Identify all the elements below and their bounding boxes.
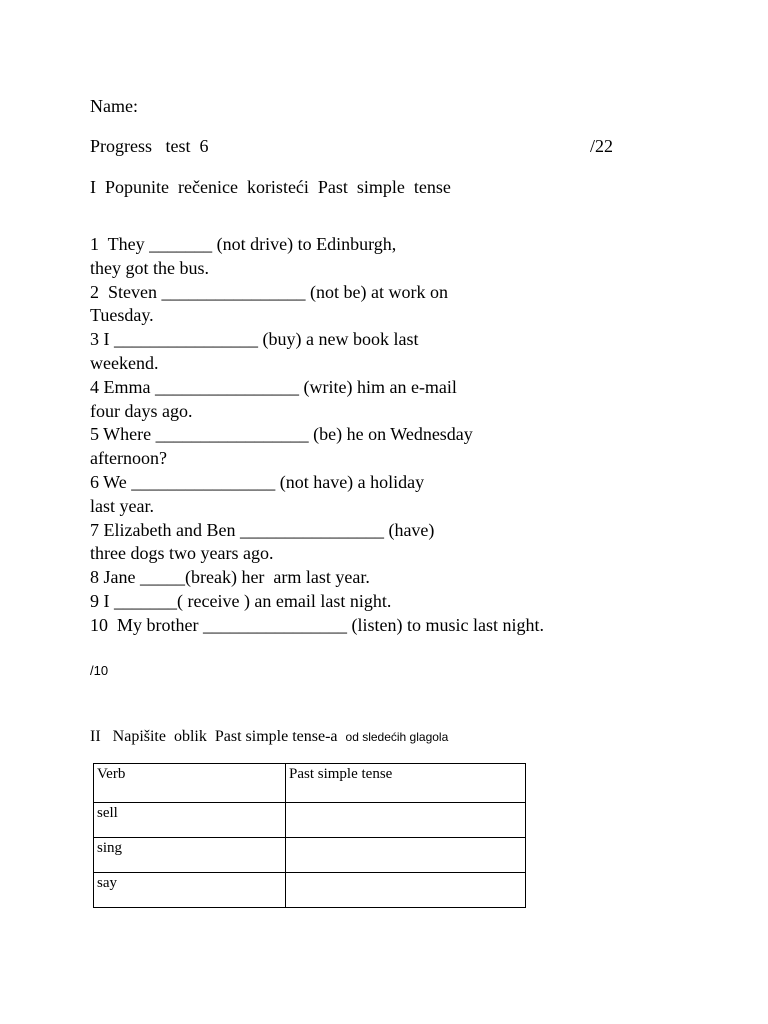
exercise-line: 10 My brother ________________ (listen) to music last night. (90, 614, 544, 635)
table-header-past-simple: Past simple tense (286, 764, 526, 803)
section-2-heading (90, 728, 448, 746)
section-2-heading-main: II Napišite oblik Past simple tense-a (90, 728, 346, 745)
table-cell-answer[interactable] (286, 838, 526, 873)
exercise-line: 5 Where _________________ (be) he on Wednesday (90, 424, 473, 445)
table-cell-answer[interactable] (286, 803, 526, 838)
table-cell-verb: say (94, 873, 286, 908)
exercise-line: Tuesday. (90, 305, 154, 326)
exercise-line: 7 Elizabeth and Ben ________________ (have) (90, 519, 435, 540)
total-score: /22 (590, 136, 614, 156)
exercise-line: four days ago. (90, 400, 193, 421)
verb-table (93, 763, 526, 908)
exercise-line: 9 I _______( receive ) an email last night. (90, 590, 392, 611)
exercise-line: three dogs two years ago. (90, 543, 274, 564)
table-header-verb: Verb (94, 764, 286, 803)
table-header-row (94, 764, 526, 803)
exercise-line: 3 I ________________ (buy) a new book last (90, 329, 419, 350)
exercise-line: 6 We ________________ (not have) a holiday (90, 471, 425, 492)
table-cell-answer[interactable] (286, 873, 526, 908)
exercise-line: last year. (90, 495, 154, 516)
exercise-line: they got the bus. (90, 257, 209, 278)
table-row (94, 803, 526, 838)
exercise-line: 2 Steven ________________ (not be) at work on (90, 281, 448, 302)
exercise-line: 1 They _______ (not drive) to Edinburgh, (90, 234, 397, 254)
section-1-heading: I Popunite rečenice koristeći Past simple tense (90, 177, 451, 197)
table-row (94, 838, 526, 873)
exercise-list (90, 233, 544, 638)
test-title: Progress test 6 (90, 136, 209, 156)
section-1-score: /10 (90, 663, 109, 678)
exercise-line: afternoon? (90, 448, 167, 469)
table-cell-verb: sing (94, 838, 286, 873)
table-cell-verb: sell (94, 803, 286, 838)
exercise-line: weekend. (90, 352, 159, 373)
name-label: Name: (90, 96, 138, 116)
exercise-line: 8 Jane _____(break) her arm last year. (90, 567, 370, 588)
table-row (94, 873, 526, 908)
exercise-line: 4 Emma ________________ (write) him an e-mail (90, 376, 457, 397)
section-2-heading-small: od sledećih glagola (345, 730, 449, 744)
